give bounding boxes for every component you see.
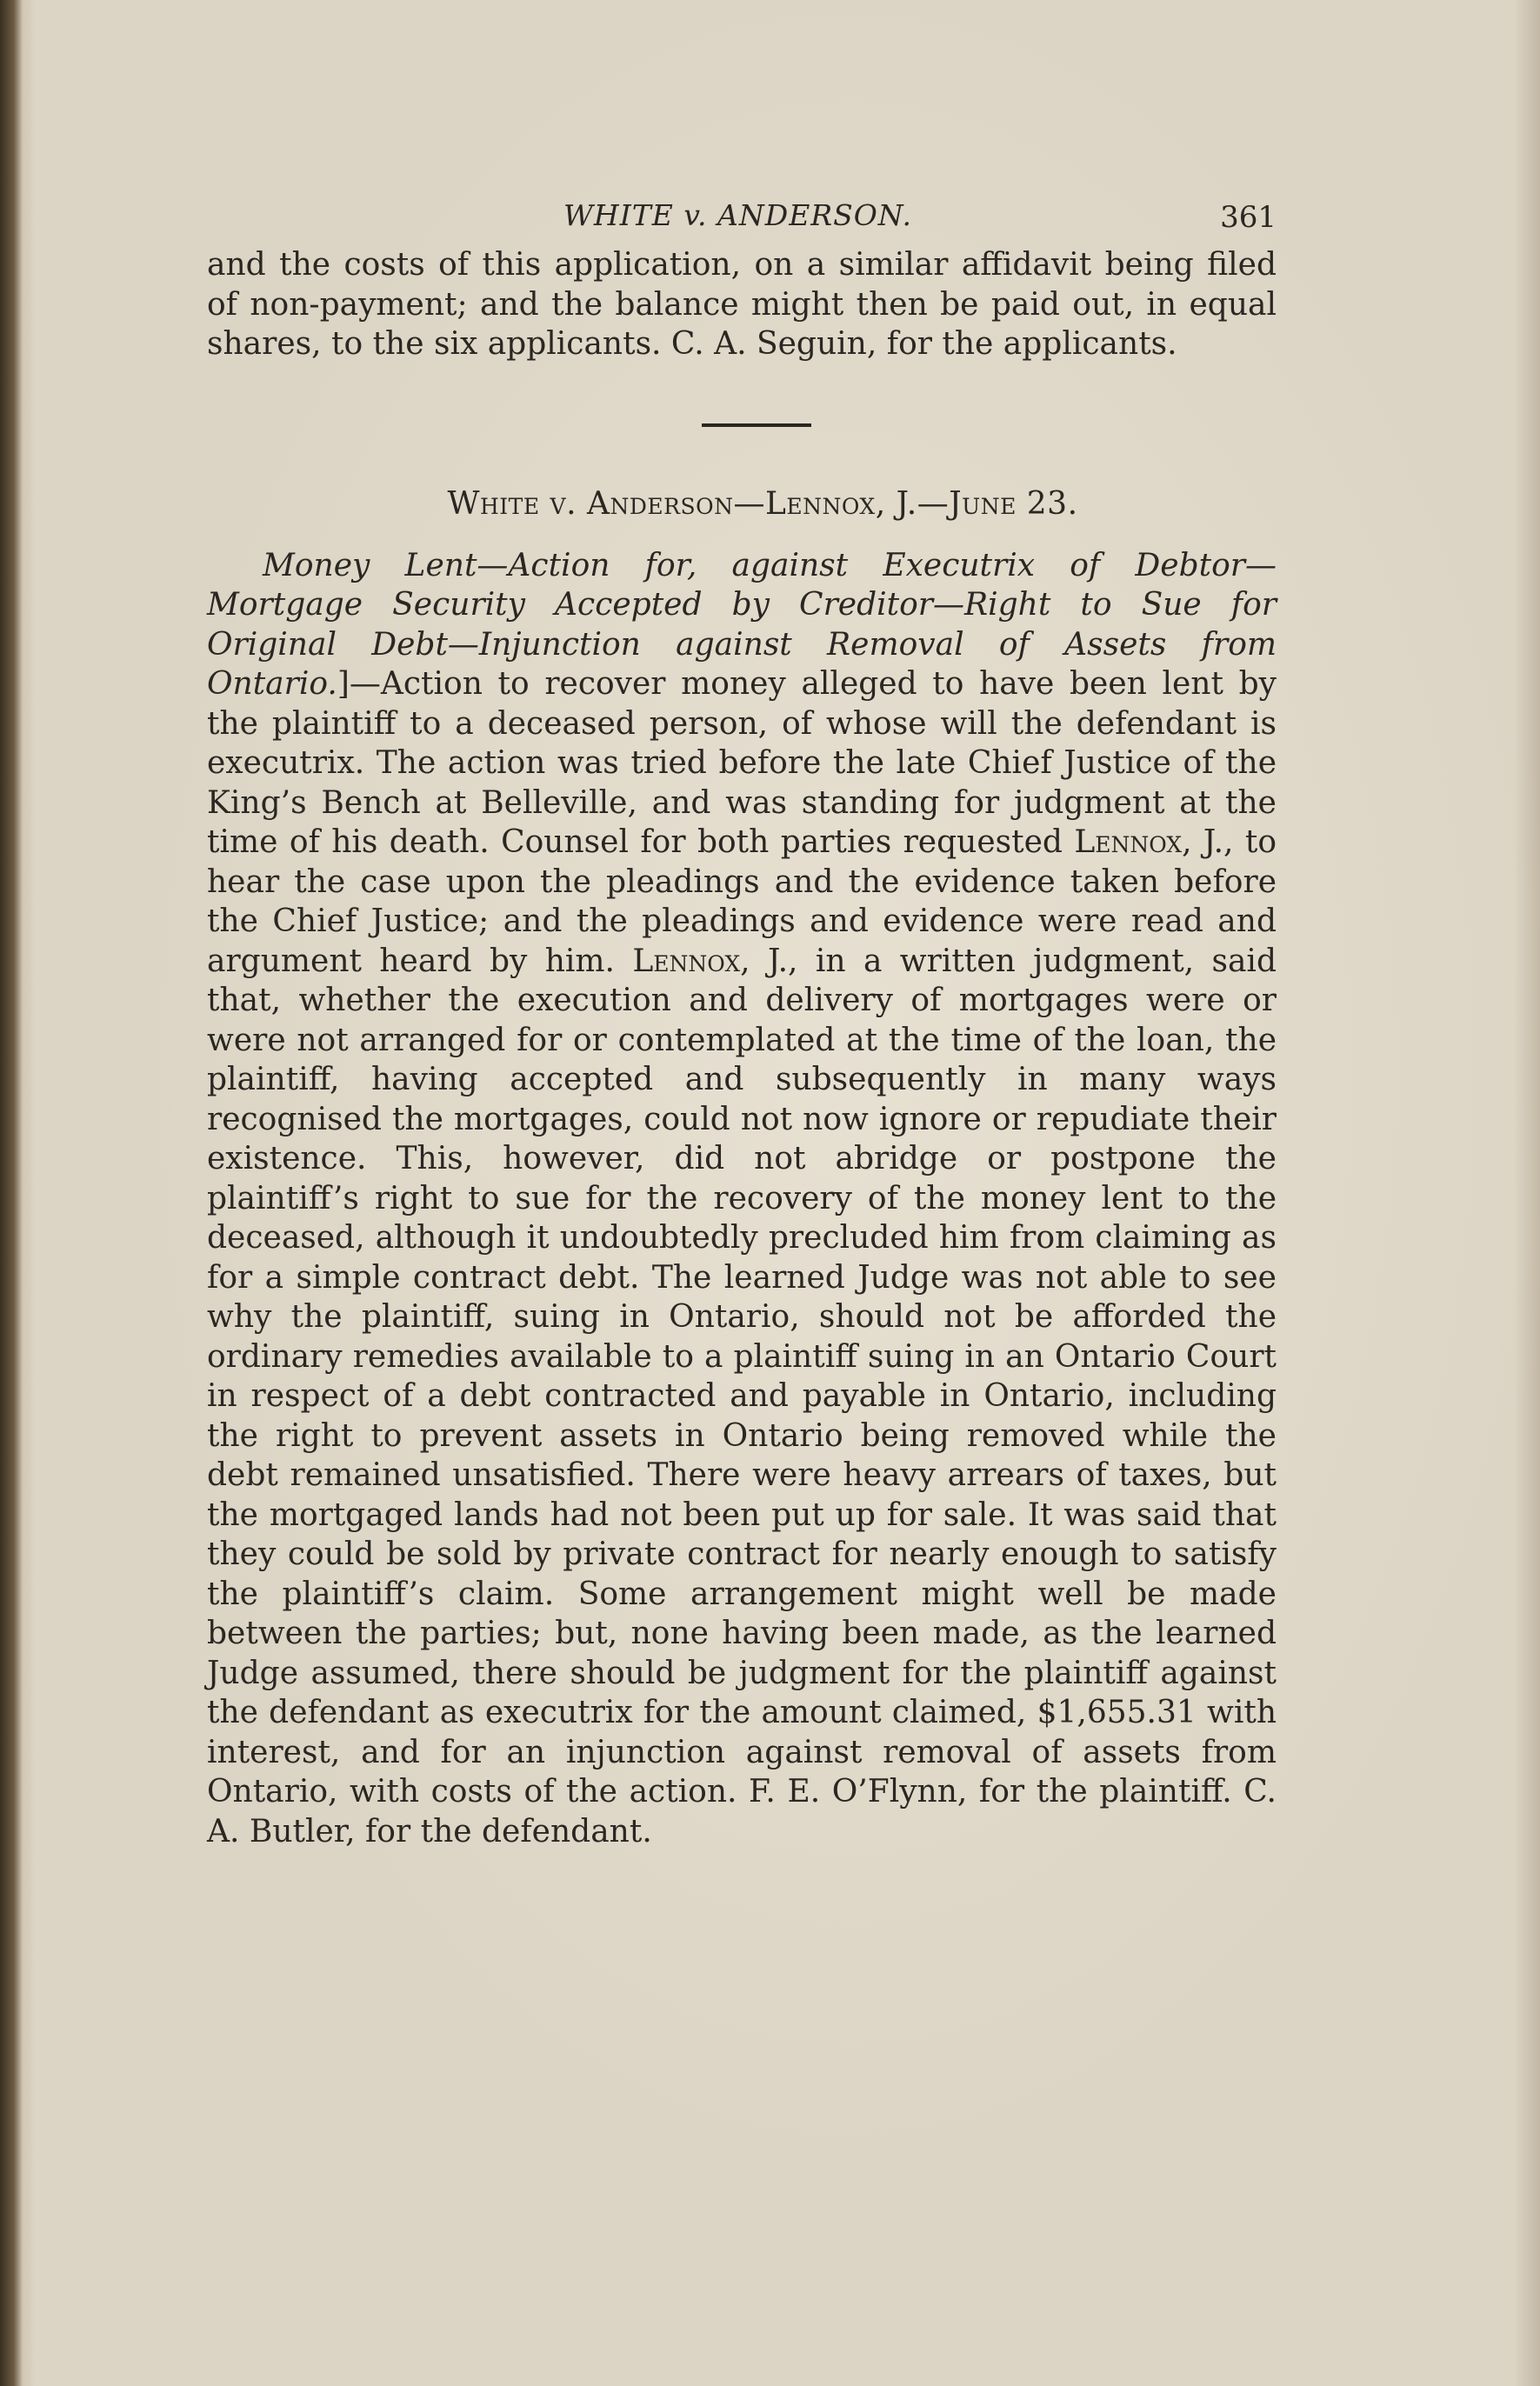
judge-name-1: Lennox (1074, 824, 1183, 860)
report-text-part-3: , J., in a written judgment, said that, whether the execution and delivery of mortgages were or were not arranged for or contemplated at the time of the loan, the plaintiff, having accepted and subsequently in many ways recognised the mortgages, could not now ignore or repudiate their existence. This, however, did not abridge or postpone the plaintiff’s right to sue for the recovery of the money lent to the deceased, although it undoubtedly precluded him from claiming as for a simple contract debt. The learned Judge was not able to see why the plaintiff, suing in Ontario, should not be afforded the ordinary remedies available to a plaintiff suing in an Ontario Court in respect of a debt contracted and payable in Ontario, including the right to prevent assets in Ontario being removed while the debt remained unsatisfied. There were heavy arrears of taxes, but the mortgaged lands had not been put up for sale. It was said that they could be sold by private contract for nearly enough to satisfy the plaintiff’s claim. Some arrangement might well be made between the parties; but, none having been made, as the learned Judge assumed, there should be judgment for the plaintiff against the defendant as executrix for the amount claimed, $1,655.31 with interest, and for an injunction against removal of assets from Ontario, with costs of the action. F. E. O’Flynn, for the plaintiff. C. A. Butler, for the defendant. (207, 943, 1277, 1849)
running-head-title: WHITE v. ANDERSON. (563, 198, 913, 232)
catchwords: Money Lent—Action for, against Executrix of Debtor—Mortgage Security Accepted by Creditor—Right to Sue for Original Debt—Injunction against Removal of Assets from Ontario. (207, 547, 1277, 702)
section-divider (702, 423, 811, 427)
judge-name-2: Lennox (632, 943, 741, 979)
continued-paragraph: and the costs of this application, on a similar affidavit being filed of non-payment; and the balance might then be paid out, in equal shares, to the six applicants. C. A. Seguin, for the applicants. (207, 247, 1277, 362)
page-number: 361 (1220, 200, 1277, 235)
case-date: June 23. (949, 485, 1078, 522)
running-head (207, 190, 1277, 242)
book-spine-shadow (0, 0, 23, 2386)
report-text-part-2: , J., to hear the case upon the pleadings and the evidence taken before the Chief Justice; and the pleadings and evidence were read and argument heard by him. (207, 824, 1277, 979)
report-text-part-1: ]—Action to recover money alleged to have been lent by the plaintiff to a deceased person, of whose will the defendant is executrix. The action was tried before the late Chief Justice of the King’s Bench at Belleville, and was standing for judgment at the time of his death. Counsel for both parties requested (207, 666, 1277, 860)
case-report-paragraph (207, 546, 1277, 1852)
case-name: White v. Anderson (447, 485, 734, 522)
page-body (207, 190, 1277, 1851)
case-judge: Lennox, J. (764, 485, 917, 522)
case-heading: White v. Anderson—Lennox, J.—June 23. (447, 485, 1078, 522)
